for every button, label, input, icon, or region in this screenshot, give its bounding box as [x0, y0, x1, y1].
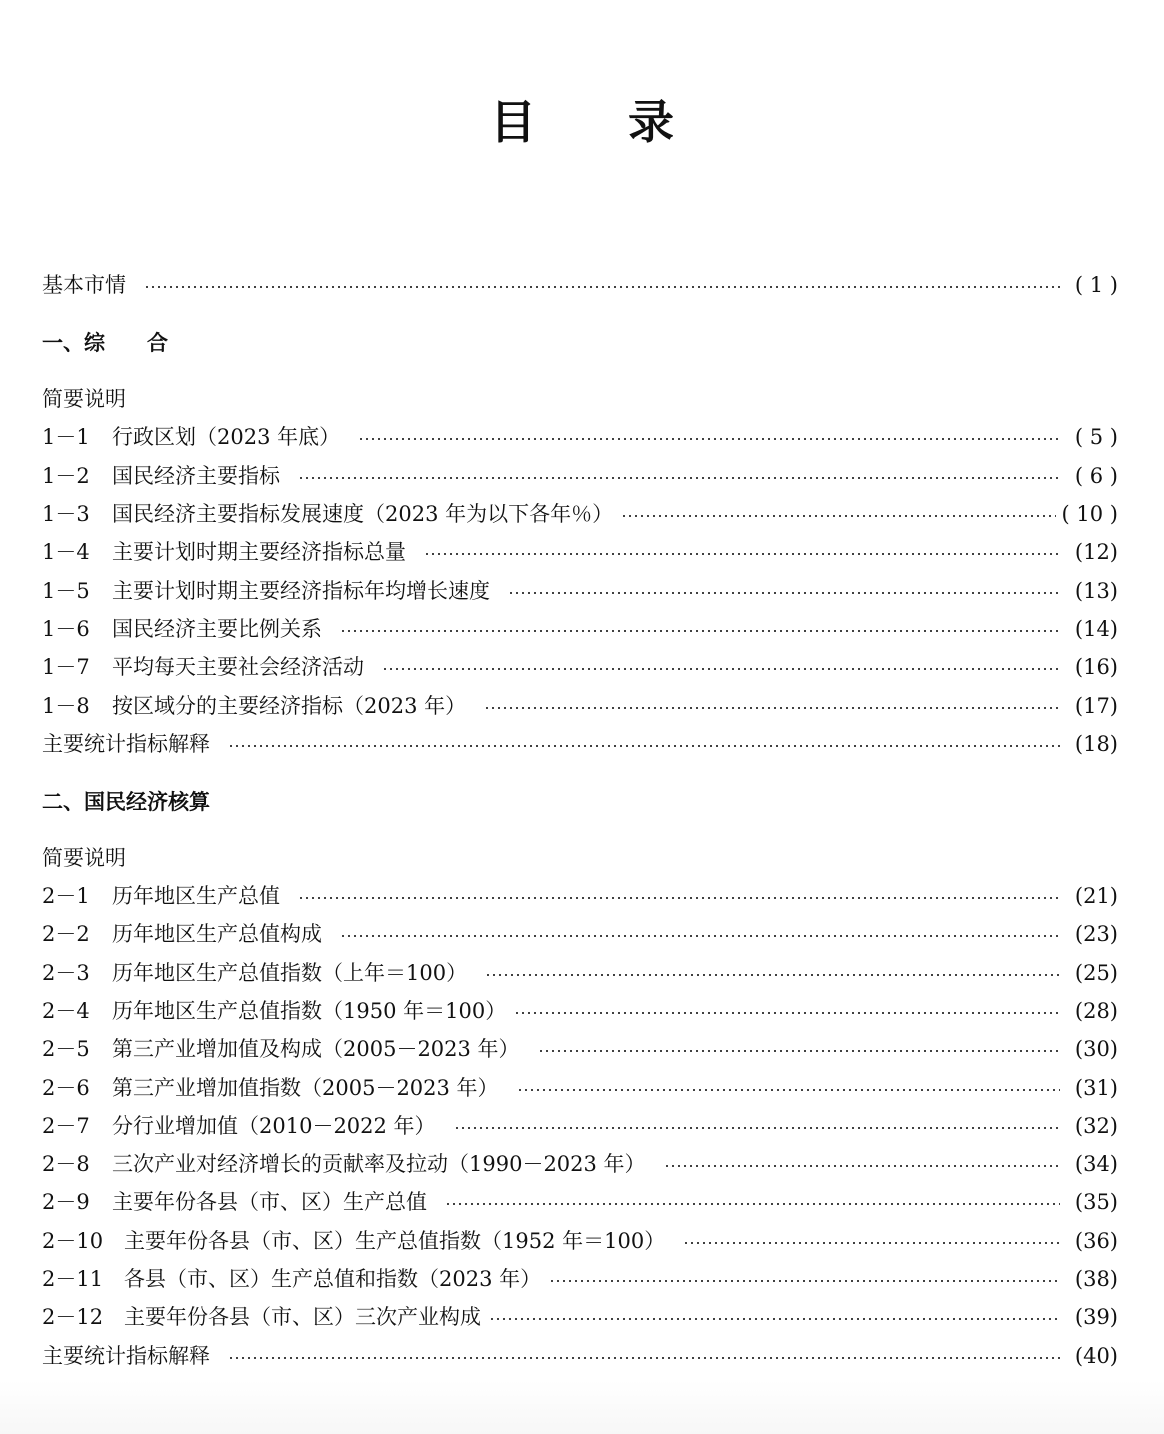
toc-entry[interactable]	[42, 1183, 1118, 1221]
dot-leader	[485, 974, 1060, 976]
toc-entry[interactable]	[42, 1145, 1118, 1183]
toc-entry-label: 国民经济主要比例关系	[112, 616, 322, 641]
dot-leader	[144, 286, 1060, 288]
toc-entry-label: 行政区划（2023 年底）	[112, 425, 341, 450]
toc-entry-number: 1－5	[42, 578, 90, 603]
toc-entry-number: 1－7	[42, 655, 90, 680]
toc-page-number: (17)	[1074, 693, 1118, 718]
toc-entry-number: 1－1	[42, 425, 90, 450]
dot-leader	[664, 1165, 1060, 1167]
toc-entry-label: 主要年份各县（市、区）生产总值	[112, 1190, 427, 1215]
toc-page-number: (35)	[1074, 1190, 1118, 1215]
page-title: 目录	[490, 95, 766, 149]
toc-page-number: (28)	[1074, 999, 1118, 1023]
toc-entry-number: 2－5	[42, 1037, 90, 1062]
dot-leader	[228, 1357, 1060, 1359]
toc-entry-label: 主要统计指标解释	[42, 1343, 210, 1368]
toc-entry-number: 2－8	[42, 1152, 90, 1177]
dot-leader	[228, 745, 1060, 747]
toc-entry-label: 第三产业增加值指数（2005－2023 年）	[112, 1075, 499, 1100]
toc-entry[interactable]	[42, 1068, 1118, 1106]
toc-entry[interactable]	[42, 571, 1118, 609]
toc-entry-label: 平均每天主要社会经济活动	[112, 655, 364, 680]
dot-leader	[538, 1050, 1060, 1052]
toc-page-number: (23)	[1074, 922, 1118, 947]
toc-entry-label: 历年地区生产总值指数（上年＝100）	[112, 960, 468, 985]
toc-page-number: (31)	[1074, 1075, 1118, 1100]
toc-entry-label: 分行业增加值（2010－2022 年）	[112, 1113, 436, 1138]
toc-entry-label: 三次产业对经济增长的贡献率及拉动（1990－2023 年）	[112, 1152, 646, 1177]
toc-page-number: (25)	[1074, 960, 1118, 985]
section-subhead-2[interactable]: 简要说明	[42, 845, 126, 870]
toc-entry-label: 历年地区生产总值构成	[112, 922, 322, 947]
table-of-contents	[42, 266, 1118, 1375]
toc-entry[interactable]	[42, 1030, 1118, 1068]
toc-entry-number: 2－9	[42, 1190, 90, 1215]
dot-leader	[489, 1318, 1060, 1320]
toc-page-number: ( 10 )	[1061, 502, 1118, 527]
dot-leader	[298, 897, 1060, 899]
toc-entry-number: 1－4	[42, 540, 90, 565]
toc-entry-number: 2－2	[42, 922, 90, 947]
toc-entry[interactable]	[42, 686, 1118, 724]
toc-page-number: (38)	[1074, 1267, 1118, 1292]
toc-entry[interactable]	[42, 418, 1118, 456]
toc-page-number: ( 6 )	[1074, 463, 1118, 488]
toc-entry-number: 2－1	[42, 884, 90, 909]
toc-entry-label: 主要计划时期主要经济指标总量	[112, 540, 406, 565]
toc-entry[interactable]	[42, 992, 1118, 1030]
toc-entry-label: 国民经济主要指标发展速度（2023 年为以下各年％）	[112, 502, 614, 527]
toc-entry-number: 1－6	[42, 616, 90, 641]
dot-leader	[358, 438, 1060, 440]
toc-entry-label: 主要年份各县（市、区）生产总值指数（1952 年＝100）	[124, 1228, 666, 1253]
toc-entry-label: 基本市情	[42, 273, 126, 298]
dot-leader	[340, 935, 1060, 937]
dot-leader	[484, 707, 1060, 709]
toc-entry-label: 历年地区生产总值指数（1950 年＝100）	[112, 999, 507, 1023]
toc-page-number: (32)	[1074, 1113, 1118, 1138]
toc-entry-label: 主要计划时期主要经济指标年均增长速度	[112, 578, 490, 603]
dot-leader	[424, 553, 1060, 555]
toc-page-number: (30)	[1074, 1037, 1118, 1062]
toc-page-number: (12)	[1074, 540, 1118, 565]
dot-leader	[298, 477, 1060, 479]
toc-page-number: (40)	[1074, 1343, 1118, 1368]
toc-entry-label: 各县（市、区）生产总值和指数（2023 年）	[124, 1267, 542, 1292]
dot-leader	[683, 1242, 1060, 1244]
toc-entry[interactable]	[42, 533, 1118, 571]
toc-entry-number: 2－3	[42, 960, 90, 985]
toc-entry[interactable]	[42, 915, 1118, 953]
toc-entry-label: 按区域分的主要经济指标（2023 年）	[112, 693, 467, 718]
toc-page-number: (18)	[1074, 731, 1118, 756]
toc-page-number: (13)	[1074, 578, 1118, 603]
dot-leader	[514, 1012, 1060, 1014]
toc-entry[interactable]	[42, 457, 1118, 495]
toc-page-number: ( 1 )	[1074, 273, 1118, 298]
toc-page-number: (14)	[1074, 616, 1118, 641]
toc-page-number: ( 5 )	[1074, 425, 1118, 450]
dot-leader	[621, 515, 1055, 517]
toc-page-number: (34)	[1074, 1152, 1118, 1177]
dot-leader	[454, 1127, 1060, 1129]
toc-entry[interactable]	[42, 1260, 1118, 1298]
dot-leader	[508, 592, 1060, 594]
toc-entry-number: 2－6	[42, 1075, 90, 1100]
toc-entry-label: 国民经济主要指标	[112, 463, 280, 488]
toc-entry-number: 1－3	[42, 502, 90, 527]
dot-leader	[517, 1089, 1060, 1091]
dot-leader	[549, 1280, 1060, 1282]
dot-leader	[340, 630, 1060, 632]
toc-entry-label: 历年地区生产总值	[112, 884, 280, 909]
section-heading-1: 一、综 合	[42, 331, 168, 356]
toc-page-number: (36)	[1074, 1228, 1118, 1253]
toc-entry-number: 2－11	[42, 1267, 104, 1292]
toc-entry-number: 2－4	[42, 999, 90, 1023]
toc-entry-explanations-1[interactable]	[42, 725, 1118, 763]
section-heading-2: 二、国民经济核算	[42, 789, 210, 814]
toc-page-number: (21)	[1074, 884, 1118, 909]
toc-entry[interactable]	[42, 648, 1118, 686]
toc-entry-number: 1－2	[42, 463, 90, 488]
toc-entry[interactable]	[42, 1298, 1118, 1336]
section-subhead-1[interactable]: 简要说明	[42, 387, 126, 412]
toc-entry-number: 2－12	[42, 1305, 104, 1330]
toc-entry[interactable]	[42, 610, 1118, 648]
toc-page-number: (16)	[1074, 655, 1118, 680]
toc-entry-label: 第三产业增加值及构成（2005－2023 年）	[112, 1037, 520, 1062]
toc-entry[interactable]	[42, 1222, 1118, 1260]
dot-leader	[445, 1203, 1060, 1205]
toc-entry-number: 2－10	[42, 1228, 104, 1253]
toc-entry-number: 2－7	[42, 1113, 90, 1138]
toc-entry[interactable]	[42, 1107, 1118, 1145]
toc-entry[interactable]	[42, 954, 1118, 992]
dot-leader	[382, 668, 1060, 670]
toc-entry[interactable]	[42, 495, 1118, 533]
toc-entry-explanations-2[interactable]	[42, 1337, 1118, 1375]
toc-entry-label: 主要统计指标解释	[42, 731, 210, 756]
toc-page-number: (39)	[1074, 1305, 1118, 1330]
toc-entry[interactable]	[42, 877, 1118, 915]
toc-entry-label: 主要年份各县（市、区）三次产业构成	[124, 1305, 481, 1330]
toc-entry-number: 1－8	[42, 693, 90, 718]
toc-entry-preface[interactable]	[42, 266, 1118, 304]
